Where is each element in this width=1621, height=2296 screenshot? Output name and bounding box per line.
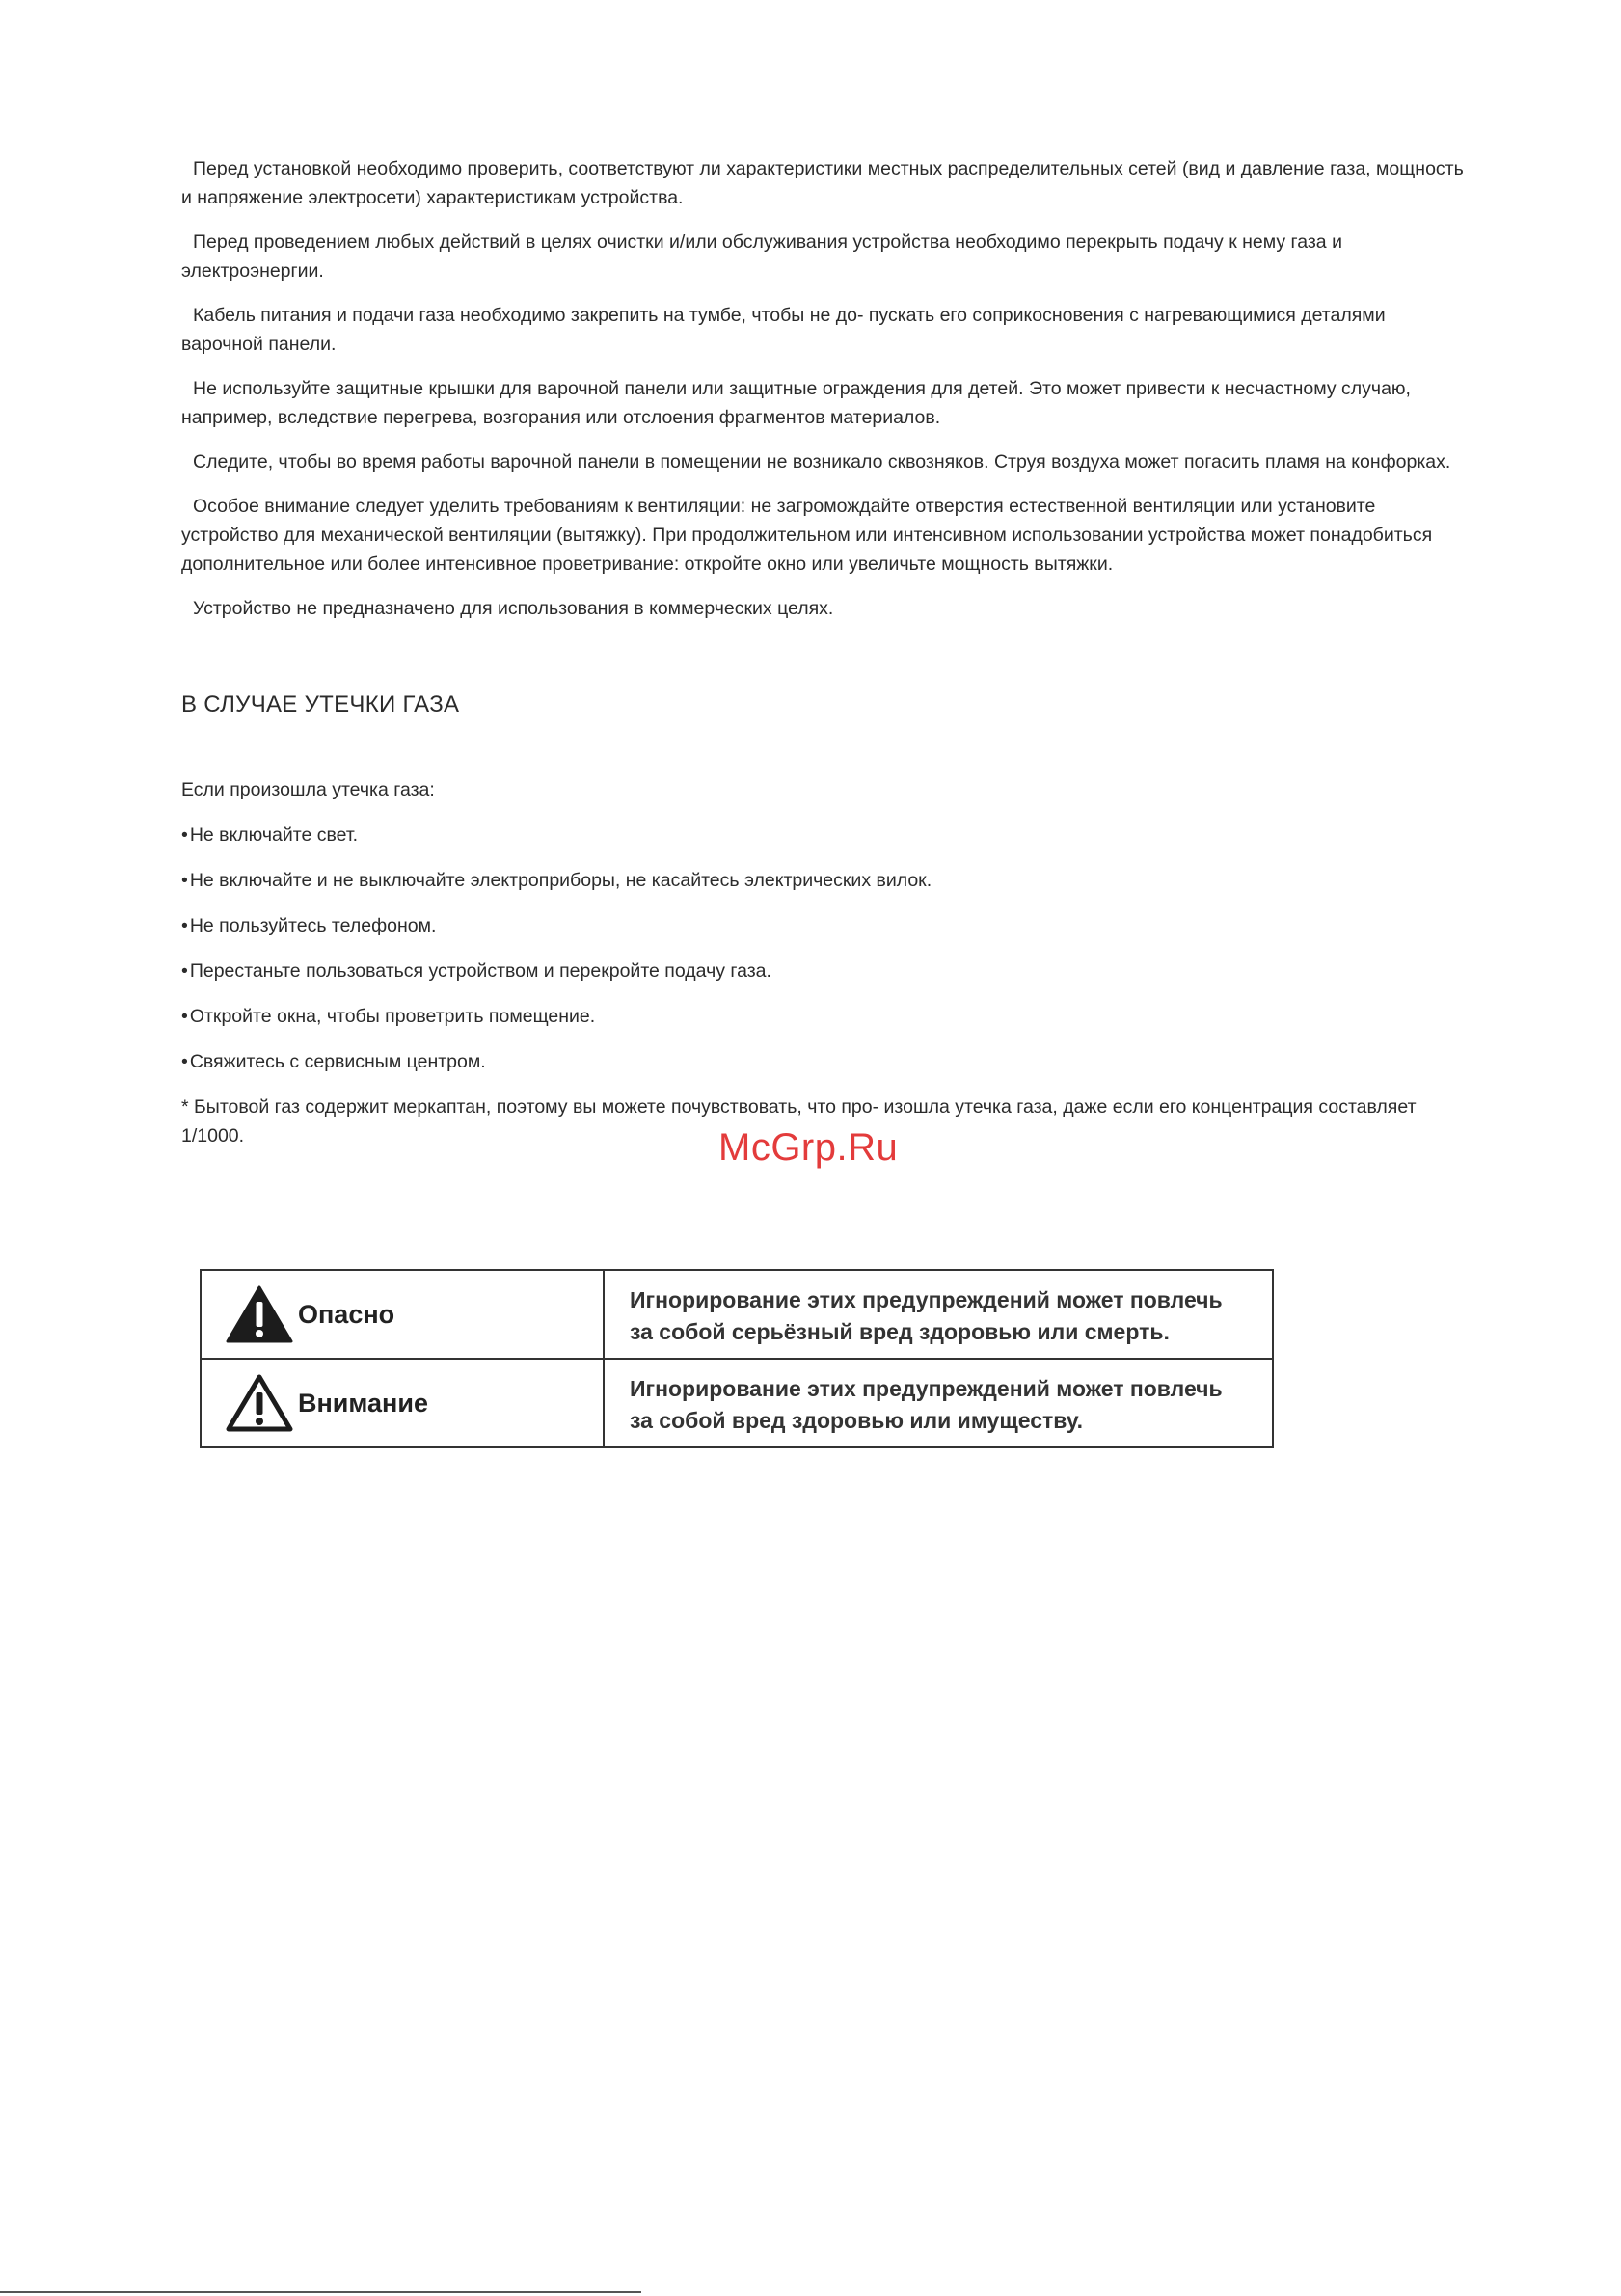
list-item-text: Свяжитесь с сервисным центром. bbox=[189, 1051, 486, 1072]
warning-description-line: Игнорирование этих предупреждений может повлечь bbox=[630, 1376, 1223, 1401]
bullet-mark: • bbox=[181, 1051, 188, 1072]
watermark-text: McGrp.Ru bbox=[718, 1126, 899, 1169]
bullet-mark: • bbox=[181, 870, 188, 891]
list-item bbox=[181, 866, 1464, 895]
paragraph-cable-fixing: Кабель питания и подачи газа необходимо закрепить на тумбе, чтобы не до- пускать его соприкосновения с нагревающимися деталями варочной панели. bbox=[181, 305, 1386, 355]
list-item-text: Не пользуйтесь телефоном. bbox=[189, 915, 437, 936]
warning-label-cell bbox=[201, 1270, 604, 1359]
warning-label-danger: Опасно bbox=[298, 1299, 395, 1329]
list-item-text: Откройте окна, чтобы проветрить помещение. bbox=[189, 1006, 596, 1027]
paragraph-cleaning-shutoff: Перед проведением любых действий в целях очистки и/или обслуживания устройства необходимо перекрыть подачу к нему газа и электроэнергии. bbox=[181, 231, 1342, 282]
list-item bbox=[181, 957, 1464, 986]
table-row bbox=[201, 1270, 1273, 1359]
mercaptan-note: * Бытовой газ содержит меркаптан, поэтому вы можете почувствовать, что про- изошла утечка газа, даже если его концентрация составляет 1/1000. bbox=[181, 1096, 1417, 1147]
paragraph-protective-covers: Не используйте защитные крышки для варочной панели или защитные ограждения для детей. Это может привести к несчастному случаю, например, вследствие перегрева, возгорания или отслоения фрагментов материалов. bbox=[181, 378, 1411, 428]
warning-levels-table bbox=[200, 1269, 1274, 1448]
gas-leak-intro: Если произошла утечка газа: bbox=[181, 779, 435, 800]
footer-divider bbox=[0, 2291, 641, 2293]
warning-description-line: за собой вред здоровью или имуществу. bbox=[630, 1408, 1083, 1433]
bullet-mark: • bbox=[181, 824, 188, 846]
warning-triangle-outline-icon bbox=[225, 1373, 294, 1433]
warning-label-caution: Внимание bbox=[298, 1388, 428, 1418]
warning-description-cell bbox=[604, 1359, 1273, 1447]
bullet-mark: • bbox=[181, 1006, 188, 1027]
document-body bbox=[181, 154, 1464, 1167]
warning-description-line: Игнорирование этих предупреждений может повлечь bbox=[630, 1287, 1223, 1312]
list-item bbox=[181, 1002, 1464, 1031]
list-item-text: Не включайте свет. bbox=[189, 824, 359, 846]
warning-description-cell bbox=[604, 1270, 1273, 1359]
table-row bbox=[201, 1359, 1273, 1447]
bullet-mark: • bbox=[181, 915, 188, 936]
warning-triangle-filled-icon bbox=[225, 1284, 294, 1344]
paragraph-ventilation: Особое внимание следует уделить требованиям к вентиляции: не загромождайте отверстия естественной вентиляции или установите устройство для механической вентиляции (вытяжку). При продолжительном или интенсивном использовании устройства может понадобиться дополнительное или более интенсивное проветривание: откройте окно или увеличьте мощность вытяжки. bbox=[181, 496, 1433, 575]
gas-leak-instructions-list bbox=[181, 821, 1464, 1076]
paragraph-drafts: Следите, чтобы во время работы варочной панели в помещении не возникало сквозняков. Струя воздуха может погасить пламя на конфорках. bbox=[193, 451, 1451, 473]
list-item-text: Не включайте и не выключайте электроприборы, не касайтесь электрических вилок. bbox=[189, 870, 932, 891]
list-item bbox=[181, 821, 1464, 850]
list-item bbox=[181, 911, 1464, 940]
paragraph-commercial-use: Устройство не предназначено для использования в коммерческих целях. bbox=[193, 598, 834, 619]
list-item bbox=[181, 1047, 1464, 1076]
warning-description-line: за собой серьёзный вред здоровью или смерть. bbox=[630, 1319, 1170, 1344]
list-item-text: Перестаньте пользоваться устройством и перекройте подачу газа. bbox=[189, 960, 771, 982]
bullet-mark: • bbox=[181, 960, 188, 982]
warning-label-cell bbox=[201, 1359, 604, 1447]
paragraph-installation-check: Перед установкой необходимо проверить, соответствуют ли характеристики местных распределительных сетей (вид и давление газа, мощность и напряжение электросети) характеристикам устройства. bbox=[181, 158, 1464, 208]
section-heading-gas-leak: В СЛУЧАЕ УТЕЧКИ ГАЗА bbox=[181, 691, 460, 717]
